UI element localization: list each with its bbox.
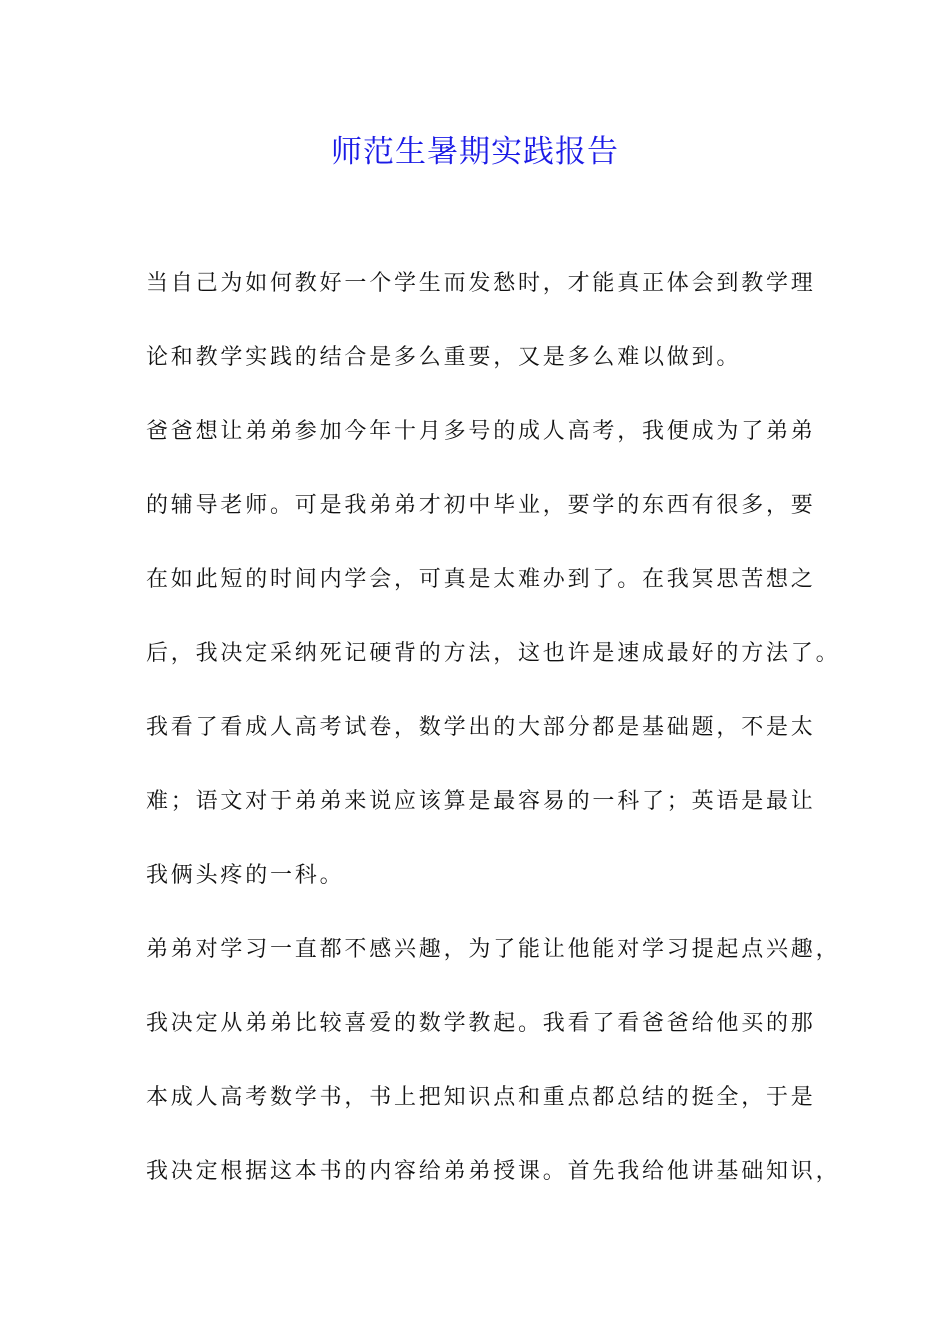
text-line: 本成人高考数学书，书上把知识点和重点都总结的挺全，于是: [146, 1085, 816, 1110]
text-line: 我决定从弟弟比较喜爱的数学教起。我看了看爸爸给他买的那: [146, 1011, 816, 1036]
text-line: 在如此短的时间内学会，可真是太难办到了。在我冥思苦想之: [146, 567, 816, 592]
text-line: 我看了看成人高考试卷，数学出的大部分都是基础题，不是太: [146, 715, 816, 740]
text-line: 后，我决定采纳死记硬背的方法，这也许是速成最好的方法了。: [146, 641, 841, 666]
text-line: 当自己为如何教好一个学生而发愁时，才能真正体会到教学理: [146, 271, 816, 296]
text-line: 难；语文对于弟弟来说应该算是最容易的一科了；英语是最让: [146, 789, 816, 814]
text-line: 弟弟对学习一直都不感兴趣，为了能让他能对学习提起点兴趣，: [146, 937, 841, 962]
document-body: [146, 262, 841, 1224]
text-line: 我俩头疼的一科。: [146, 863, 345, 888]
text-line: 我决定根据这本书的内容给弟弟授课。首先我给他讲基础知识，: [146, 1159, 841, 1184]
text-line: 的辅导老师。可是我弟弟才初中毕业，要学的东西有很多，要: [146, 493, 816, 518]
text-line: 爸爸想让弟弟参加今年十月多号的成人高考，我便成为了弟弟: [146, 419, 816, 444]
text-line: 论和教学实践的结合是多么重要，又是多么难以做到。: [146, 345, 742, 370]
document-title: 师范生暑期实践报告: [331, 134, 619, 170]
